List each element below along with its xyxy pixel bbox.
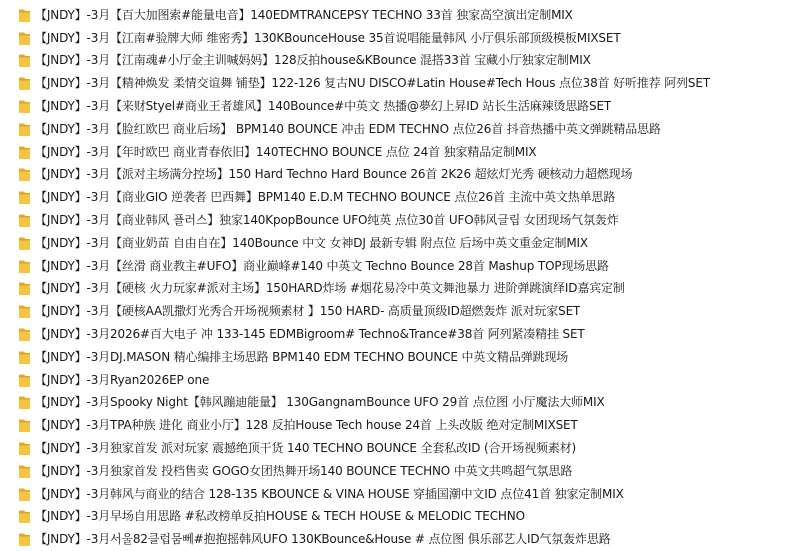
folder-item[interactable] [0,255,786,278]
folder-item[interactable] [0,164,786,187]
folder-icon [18,122,31,137]
folder-name: 【JNDY】-3月Ryan2026EP one [35,372,210,387]
folder-name: 【JNDY】-3月【脸红欧巴 商业后场】 BPM140 BOUNCE 冲击 EDM TECHNO 点位26首 抖音热播中英文弹跳精品思路 [35,121,661,136]
folder-icon [18,99,31,114]
folder-icon [18,395,31,410]
folder-item[interactable] [0,392,786,415]
folder-item[interactable] [0,141,786,164]
folder-name: 【JNDY】-3月【硬核 火力玩家#派对主场】150HARD炸场 #烟花易冷中英文舞池暴力 进阶弹跳演绎ID嘉宾定制 [35,281,625,296]
folder-name: 【JNDY】-3月独家首发 派对玩家 震撼绝顶干货 140 TECHNO BOUNCE 全套私改ID (合开场视频素材) [35,441,577,456]
folder-icon [18,304,31,319]
folder-name: 【JNDY】-3月【商业GIO 逆袭者 巴西舞】BPM140 E.D.M TECHNO BOUNCE 点位26首 主流中英文热单思路 [35,190,616,205]
folder-item[interactable] [0,209,786,232]
folder-name: 【JNDY】-3月【江南#验牌大师 维密秀】130KBounceHouse 35首说唱能量韩风 小厅俱乐部顶级模板MIXSET [35,30,621,45]
folder-name: 【JNDY】-3月서울82클럽뭄뻬#抱抱摇韩风UFO 130KBounce&House # 点位图 俱乐部艺人ID气氛轰炸思路 [35,532,611,547]
folder-item[interactable] [0,506,786,529]
folder-icon [18,145,31,160]
folder-item[interactable] [0,369,786,392]
folder-name: 【JNDY】-3月Spooky Night【韩风蹦迪能量】 130GangnamBounce UFO 29首 点位图 小厅魔法大师MIX [35,395,605,410]
folder-name: 【JNDY】-3月【丝滑 商业教主#UFO】商业巅峰#140 中英文 Techno Bounce 28首 Mashup TOP现场思路 [35,258,609,273]
folder-item[interactable] [0,414,786,437]
folder-icon [18,53,31,68]
folder-icon [18,167,31,182]
folder-icon [18,487,31,502]
folder-item[interactable] [0,483,786,506]
folder-icon [18,259,31,274]
folder-name: 【JNDY】-3月【百大加图索#能量电音】140EDMTRANCEPSY TECHNO 33首 独家高空演出定制MIX [35,7,573,22]
folder-icon [18,281,31,296]
folder-name: 【JNDY】-3月【江南魂#小厅金主训喊妈妈】128反拍house&KBounce 混搭33首 宝藏小厅独家定制MIX [35,53,591,68]
folder-name: 【JNDY】-3月【精神焕发 柔情交谊舞 铺垫】122-126 复古NU DISCO#Latin House#Tech Hous 点位38首 好听推荐 阿列SET [35,76,710,91]
folder-name: 【JNDY】-3月【派对主场满分控场】150 Hard Techno Hard Bounce 26首 2K26 超炫灯光秀 硬核动力超燃现场 [35,167,633,182]
folder-icon [18,532,31,547]
folder-icon [18,464,31,479]
folder-item[interactable] [0,27,786,50]
folder-item[interactable] [0,437,786,460]
folder-name: 【JNDY】-3月2026#百大电子 冲 133-145 EDMBigroom# Techno&Trance#38首 阿列紧凑精挂 SET [35,327,585,342]
folder-icon [18,190,31,205]
folder-name: 【JNDY】-3月【商业奶苗 自由自在】140Bounce 中文 女神DJ 最新专辑 附点位 后场中英文重金定制MIX [35,235,588,250]
folder-item[interactable] [0,346,786,369]
folder-item[interactable] [0,95,786,118]
folder-icon [18,509,31,524]
folder-name: 【JNDY】-3月TPA种族 进化 商业小厅】128 反拍House Tech house 24首 上头改版 绝对定制MIXSET [35,418,578,433]
folder-item[interactable] [0,72,786,95]
folder-item[interactable] [0,323,786,346]
folder-item[interactable] [0,118,786,141]
folder-name: 【JNDY】-3月【来财Styel#商业王者雄风】140Bounce#中英文 热播@夢幻上昇ID 站长生活麻辣烫思路SET [35,99,612,114]
folder-icon [18,441,31,456]
folder-icon [18,31,31,46]
folder-name: 【JNDY】-3月早场自用思路 #私改榜单反拍HOUSE & TECH HOUSE & MELODIC TECHNO [35,509,525,524]
folder-icon [18,373,31,388]
folder-icon [18,8,31,23]
folder-item[interactable] [0,232,786,255]
folder-icon [18,327,31,342]
folder-name: 【JNDY】-3月【商业韩风 플러스】独家140KpopBounce UFO纯英 点位30首 UFO韩风글립 女团现场气氛轰炸 [35,213,619,228]
folder-icon [18,236,31,251]
folder-icon [18,76,31,91]
folder-item[interactable] [0,186,786,209]
folder-item[interactable] [0,528,786,551]
folder-item[interactable] [0,278,786,301]
folder-item[interactable] [0,300,786,323]
folder-name: 【JNDY】-3月独家首发 投档售卖 GOGO女团热舞开场140 BOUNCE TECHNO 中英文共鸣超气氛思路 [35,463,573,478]
folder-icon [18,350,31,365]
folder-icon [18,418,31,433]
folder-name: 【JNDY】-3月DJ.MASON 精心编排主场思路 BPM140 EDM TECHNO BOUNCE 中英文精品弹跳现场 [35,349,569,364]
folder-item[interactable] [0,4,786,27]
folder-name: 【JNDY】-3月【硬核AA凯撒灯光秀合开场视频素材 】150 HARD- 高质量顶级ID超燃轰炸 派对玩家SET [35,304,581,319]
folder-item[interactable] [0,50,786,73]
folder-name: 【JNDY】-3月【年时欧巴 商业青春依旧】140TECHNO BOUNCE 点位 24首 独家精品定制MIX [35,144,537,159]
folder-icon [18,213,31,228]
folder-item[interactable] [0,460,786,483]
folder-name: 【JNDY】-3月韩风与商业的结合 128-135 KBOUNCE & VINA HOUSE 穿插国潮中文ID 点位41首 独家定制MIX [35,486,624,501]
